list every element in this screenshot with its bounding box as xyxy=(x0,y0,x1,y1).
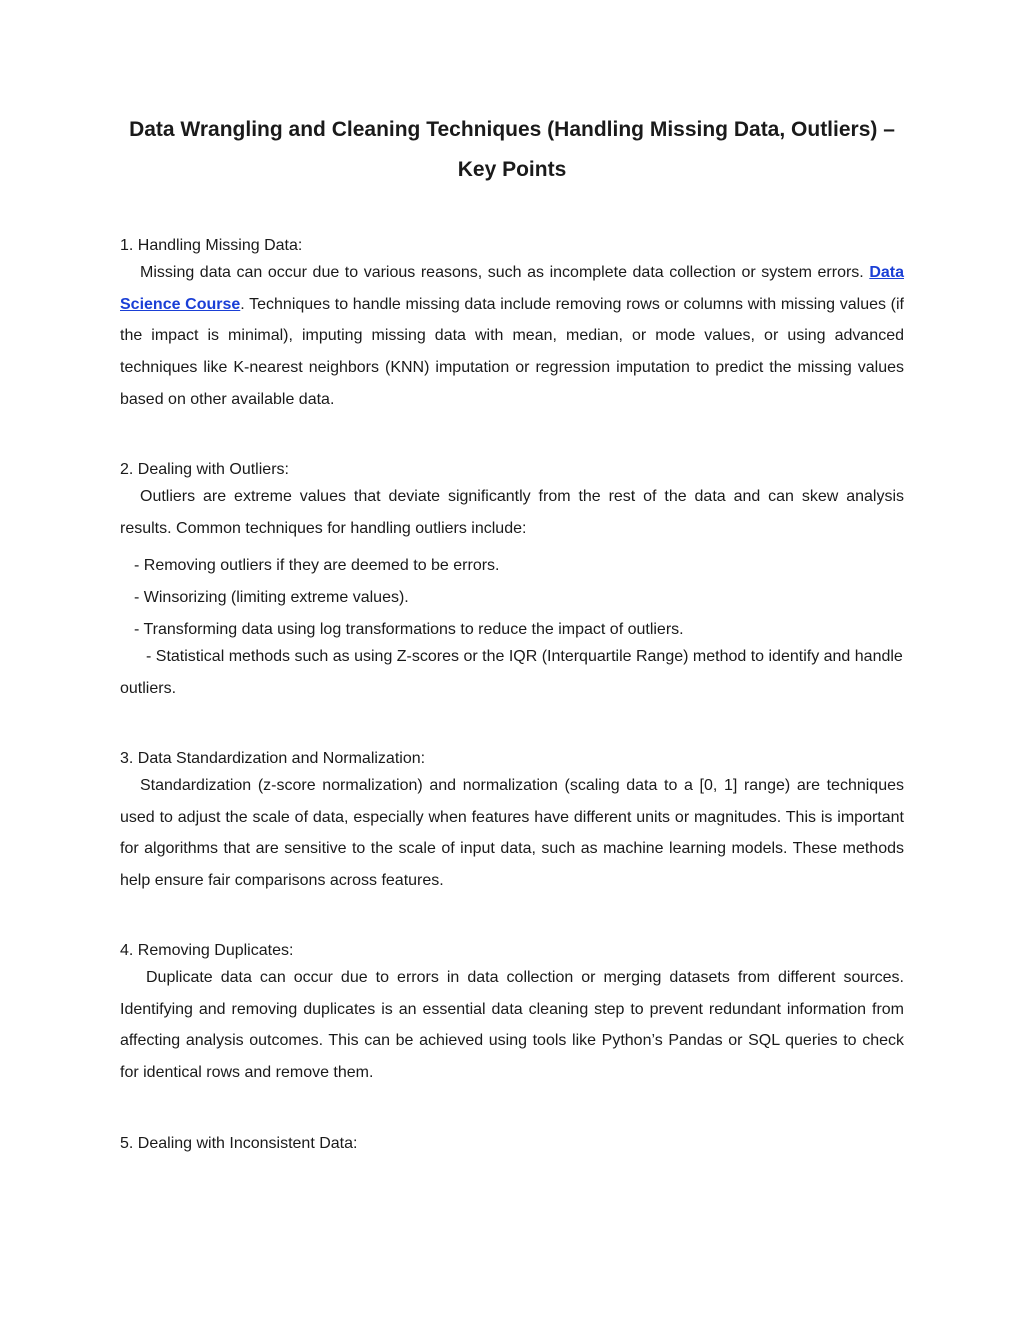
section-4-body xyxy=(120,962,904,1089)
section-2-heading: 2. Dealing with Outliers: xyxy=(120,461,289,478)
data-science-course-link[interactable]: Data Science Course xyxy=(120,264,904,313)
section-1-body-text: Missing data can occur due to various reasons, such as incomplete data collection or system errors. xyxy=(140,264,870,281)
section-4-body-text: Duplicate data can occur due to errors in data collection or merging datasets from different sources. Identifying and removing duplicates is an essential data cleaning step to prevent redundant information from affecting analysis outcomes. This can be achieved using tools like Python’s Pandas or SQL queries to check for identical rows and remove them. xyxy=(120,969,904,1082)
list-item: - Transforming data using log transformations to reduce the impact of outliers. xyxy=(134,621,684,638)
section-1-body xyxy=(120,257,904,416)
section-4-heading: 4. Removing Duplicates: xyxy=(120,942,294,959)
section-5-heading: 5. Dealing with Inconsistent Data: xyxy=(120,1135,358,1152)
section-1-body-text-cont: . Techniques to handle missing data include removing rows or columns with missing values (if the impact is minimal), imputing missing data with mean, median, or mode values, or using advanced techniques like K-nearest neighbors (KNN) imputation or regression imputation to predict the missing values based on other available data. xyxy=(120,295,904,408)
list-item: - Winsorizing (limiting extreme values). xyxy=(134,589,409,606)
section-3-heading: 3. Data Standardization and Normalization: xyxy=(120,750,426,767)
section-1-heading: 1. Handling Missing Data: xyxy=(120,237,303,254)
list-item: - Removing outliers if they are deemed to be errors. xyxy=(134,557,500,574)
page-title: Data Wrangling and Cleaning Techniques (Handling Missing Data, Outliers) – Key Points xyxy=(129,118,895,181)
section-3-body-text: Standardization (z-score normalization) and normalization (scaling data to a [0, 1] range) are techniques used to adjust the scale of data, especially when features have different units or magnitudes. This is important for algorithms that are sensitive to the scale of input data, such as machine learning models. These methods help ensure fair comparisons across features. xyxy=(120,777,904,890)
statistical-item-text: - Statistical methods such as using Z-scores or the IQR (Interquartile Range) method to identify and handle outliers. xyxy=(120,648,903,697)
section-2-body xyxy=(120,481,904,544)
section-3-body xyxy=(120,770,904,897)
section-2-statistical-item xyxy=(120,641,904,704)
section-2-body-text: Outliers are extreme values that deviate significantly from the rest of the data and can skew analysis results. Common techniques for handling outliers include: xyxy=(120,488,904,537)
